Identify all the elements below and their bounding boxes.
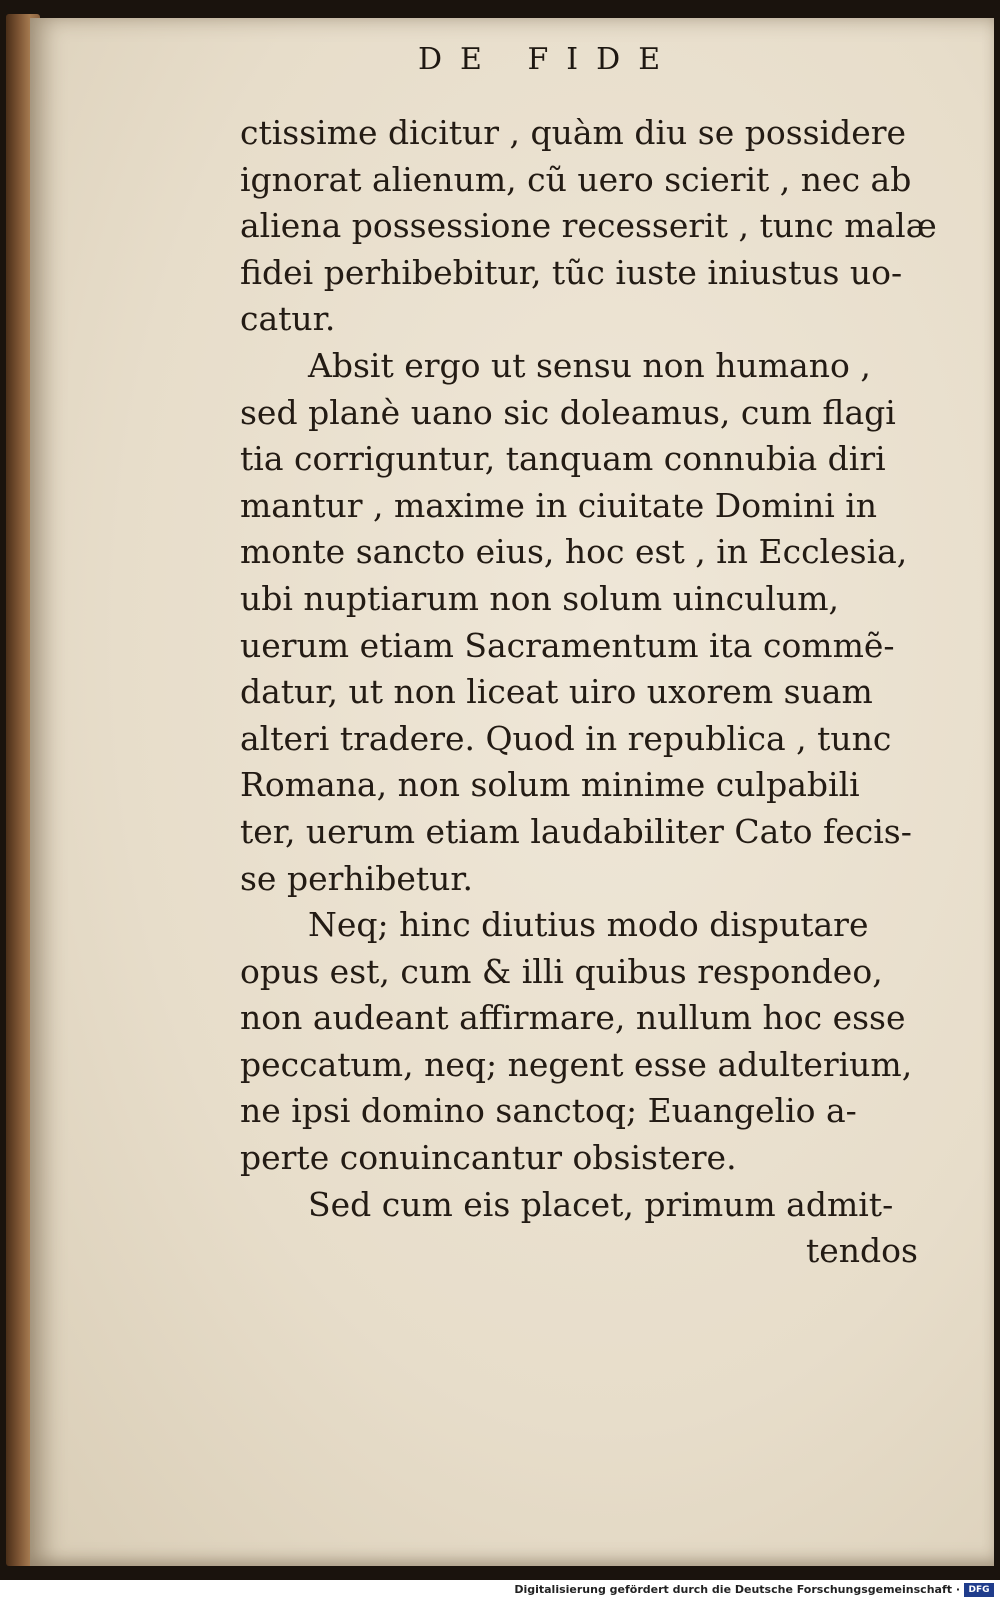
running-header: DE FIDE <box>418 42 679 77</box>
text-line: opus est, cum & illi quibus respondeo, <box>240 951 883 991</box>
text-line: Absit ergo ut sensu non humano , <box>308 345 871 385</box>
text-line: uerum etiam Sacramentum ita commẽ- <box>240 625 895 665</box>
text-line: ctissime dicitur , quàm diu se possidere <box>240 113 907 152</box>
text-line: ubi nuptiarum non solum uinculum, <box>240 578 839 618</box>
text-line: tia corriguntur, tanquam connubia diri <box>240 439 886 479</box>
text-line: sed planè uano sic doleamus, cum flagi <box>240 392 896 432</box>
text-line: Neq; hinc diutius modo disputare <box>308 905 869 945</box>
text-line: datur, ut non liceat uiro uxorem suam <box>240 672 873 712</box>
text-line: non audeant affirmare, nullum hoc esse <box>240 998 906 1038</box>
text-line: ne ipsi domino sanctoq; Euangelio a- <box>240 1091 857 1131</box>
text-line: monte sancto eius, hoc est , in Ecclesia, <box>240 532 908 572</box>
footer-bar <box>0 1580 1000 1601</box>
text-line: se perhibetur. <box>240 858 473 898</box>
dfg-logo-icon: DFG <box>964 1583 994 1597</box>
page-text <box>240 110 937 1275</box>
text-line: ter, uerum etiam laudabiliter Cato fecis- <box>240 811 912 851</box>
text-line: mantur , maxime in ciuitate Domini in <box>240 485 878 525</box>
text-line: alteri tradere. Quod in republica , tunc <box>240 718 892 758</box>
text-line: fidei perhibebitur, tũc iuste iniustus uo- <box>240 252 903 292</box>
text-line: aliena possessione recesserit , tunc malæ <box>240 206 937 246</box>
text-line: Sed cum eis placet, primum admit- <box>308 1184 894 1224</box>
text-line: ignorat alienum, cũ uero scierit , nec ab <box>240 159 912 199</box>
catchword: tendos <box>806 1231 918 1271</box>
text-line: catur. <box>240 299 336 339</box>
footer-credit: Digitalisierung gefördert durch die Deutsche Forschungsgemeinschaft · <box>514 1583 960 1596</box>
text-line: perte conuincantur obsistere. <box>240 1138 737 1178</box>
text-line: Romana, non solum minime culpabili <box>240 765 860 805</box>
text-line: peccatum, neq; negent esse adulterium, <box>240 1044 913 1084</box>
